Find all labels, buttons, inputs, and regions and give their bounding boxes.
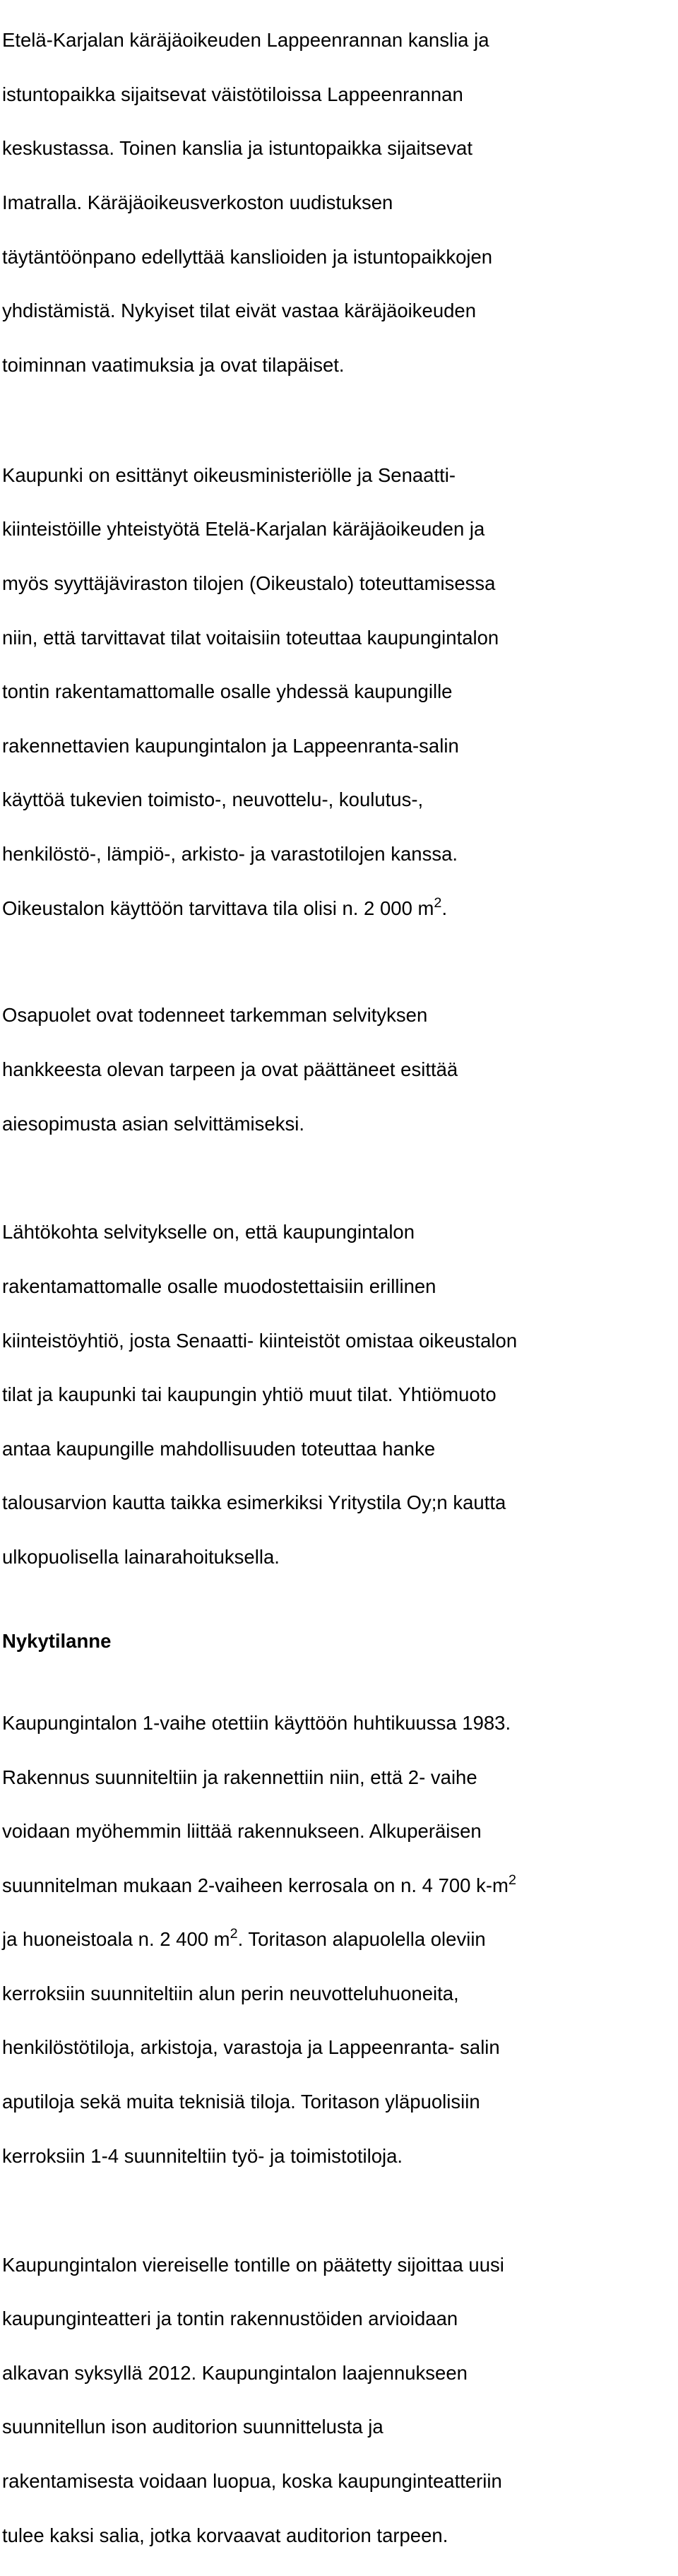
line-end: . Toritason alapuolella oleviin	[237, 1928, 486, 1951]
text-line: henkilöstö-, lämpiö-, arkisto- ja varastotilojen kanssa.	[2, 842, 458, 865]
text-line: myös syyttäjäviraston tilojen (Oikeustalo) toteuttamisessa	[2, 572, 496, 594]
text-line: keskustassa. Toinen kanslia ja istuntopaikka sijaitsevat	[2, 137, 472, 160]
floor-area-text: suunnitelman mukaan 2-vaiheen kerrosala on n. 4 700 k-m	[2, 1874, 509, 1896]
paragraph-yhteistyo	[2, 435, 678, 949]
room-area-text: ja huoneistoala n. 2 400 m	[2, 1928, 230, 1951]
area-text: Oikeustalon käyttöön tarvittava tila olisi n. 2 000 m	[2, 897, 434, 919]
text-line: Kaupunki on esittänyt oikeusministeriölle ja Senaatti-	[2, 463, 456, 486]
text-line: käyttöä tukevien toimisto-, neuvottelu-, koulutus-,	[2, 788, 424, 811]
section-heading: Nykytilanne	[2, 1629, 112, 1652]
text-line: henkilöstötiloja, arkistoja, varastoja ja Lappeenranta- salin	[2, 2036, 500, 2059]
superscript: 2	[508, 1872, 516, 1888]
text-line: toiminnan vaatimuksia ja ovat tilapäiset.	[2, 353, 345, 376]
text-line	[2, 1872, 678, 1899]
text-line: alkavan syksyllä 2012. Kaupungintalon laajennukseen	[2, 2361, 468, 2384]
text-line: Kaupungintalon 1-vaihe otettiin käyttöön huhtikuussa 1983.	[2, 1711, 511, 1734]
text-line: kiinteistöille yhteistyötä Etelä-Karjalan käräjäoikeuden ja	[2, 518, 485, 540]
text-line: tilat ja kaupunki tai kaupungin yhtiö muut tilat. Yhtiömuoto	[2, 1383, 496, 1406]
text-line	[2, 1926, 678, 1953]
text-line: täytäntöönpano edellyttää kanslioiden ja istuntopaikkojen	[2, 245, 493, 268]
paragraph-osapuolet	[2, 975, 678, 1164]
line-end: .	[441, 897, 448, 919]
text-line: tontin rakentamattomalle osalle yhdessä kaupungille	[2, 680, 453, 703]
paragraph-kanslia	[2, 0, 678, 406]
text-line: niin, että tarvittavat tilat voitaisiin toteuttaa kaupungintalon	[2, 626, 499, 649]
text-line: aputiloja sekä muita teknisiä tiloja. Toritason yläpuolisiin	[2, 2091, 480, 2113]
superscript: 2	[230, 1926, 238, 1942]
superscript: 2	[434, 894, 442, 911]
text-line	[2, 895, 678, 922]
text-line: Kaupungintalon viereiselle tontille on päätetty sijoittaa uusi	[2, 2253, 504, 2276]
paragraph-kaupungintalo	[2, 1683, 678, 2197]
text-line: istuntopaikka sijaitsevat väistötiloissa Lappeenrannan	[2, 83, 463, 105]
text-line: suunnitellun ison auditorion suunnittelusta ja	[2, 2416, 383, 2438]
text-line: kerroksiin suunniteltiin alun perin neuvotteluhuoneita,	[2, 1982, 459, 2004]
text-line: kerroksiin 1-4 suunniteltiin työ- ja toimistotiloja.	[2, 2144, 403, 2167]
text-line: yhdistämistä. Nykyiset tilat eivät vastaa käräjäoikeuden	[2, 300, 477, 322]
text-line: kaupunginteatteri ja tontin rakennustöiden arvioidaan	[2, 2308, 458, 2330]
paragraph-teatteri	[2, 2224, 678, 2576]
text-line: talousarvion kautta taikka esimerkiksi Yritystila Oy;n kautta	[2, 1491, 506, 1514]
text-line: Etelä-Karjalan käräjäoikeuden Lappeenrannan kanslia ja	[2, 29, 489, 52]
text-line: Imatralla. Käräjäoikeusverkoston uudistuksen	[2, 191, 393, 214]
text-line: tulee kaksi salia, jotka korvaavat auditorion tarpeen.	[2, 2524, 448, 2546]
text-line: rakennettavien kaupungintalon ja Lappeenranta-salin	[2, 734, 459, 757]
text-line: kiinteistöyhtiö, josta Senaatti- kiinteistöt omistaa oikeustalon	[2, 1329, 518, 1352]
paragraph-lahtokohta	[2, 1192, 678, 1597]
text-line: Rakennus suunniteltiin ja rakennettiin niin, että 2- vaihe	[2, 1766, 477, 1788]
text-line: ulkopuolisella lainarahoituksella.	[2, 1546, 280, 1568]
text-line: hankkeesta olevan tarpeen ja ovat päättäneet esittää	[2, 1058, 458, 1080]
text-line: Lähtökohta selvitykselle on, että kaupungintalon	[2, 1221, 415, 1243]
text-line: Osapuolet ovat todenneet tarkemman selvityksen	[2, 1004, 428, 1027]
text-line: rakentamisesta voidaan luopua, koska kaupunginteatteriin	[2, 2469, 502, 2492]
text-line: aiesopimusta asian selvittämiseksi.	[2, 1112, 304, 1135]
text-line: rakentamattomalle osalle muodostettaisiin erillinen	[2, 1275, 436, 1298]
text-line: antaa kaupungille mahdollisuuden toteuttaa hanke	[2, 1437, 436, 1460]
text-line: voidaan myöhemmin liittää rakennukseen. Alkuperäisen	[2, 1820, 482, 1843]
